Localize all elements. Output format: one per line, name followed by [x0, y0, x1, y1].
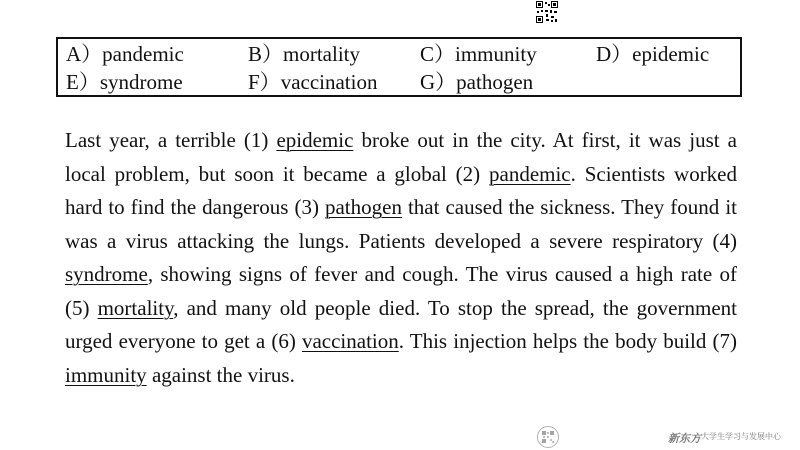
- option-b: B）mortality: [248, 42, 361, 66]
- option-e: E）syndrome: [66, 70, 183, 94]
- qr-code-icon: [536, 1, 558, 23]
- option-a: A）pandemic: [66, 42, 184, 66]
- option-g: G）pathogen: [420, 70, 534, 94]
- option-f: F）vaccination: [248, 70, 378, 94]
- answer-6: vaccination: [301, 329, 399, 353]
- passage-text: Last year, a terrible (1) epidemic broke out in the city. At first, it was just a local problem, but soon it became a global (2) pandemic. Scientists worked hard to find the dangerous (3) pathogen that caused the sickness. They found it was a virus attacking the lungs. Patients developed a severe respiratory (4) syndrome, showing signs of fever and cough. The virus caused a high rate of (5) mortality, and many old people died. To stop the spread, the government urged everyone to get a (6) vaccination. This injection helps the body build (7) immunity against the virus.: [65, 128, 738, 387]
- footer-qr-icon: [537, 426, 559, 448]
- answer-5: mortality: [97, 295, 174, 320]
- answer-7: immunity: [65, 362, 147, 387]
- option-c: C）immunity: [420, 42, 537, 66]
- option-d: D）epidemic: [596, 42, 710, 66]
- word-bank-box: [56, 37, 742, 97]
- footer-logo: 新东方: [668, 433, 701, 445]
- answer-3: pathogen: [324, 195, 402, 219]
- footer-text: 大学生学习与发展中心: [701, 432, 781, 441]
- answer-4: syndrome: [65, 262, 148, 286]
- answer-1: epidemic: [276, 128, 354, 152]
- answer-2: pandemic: [489, 161, 571, 186]
